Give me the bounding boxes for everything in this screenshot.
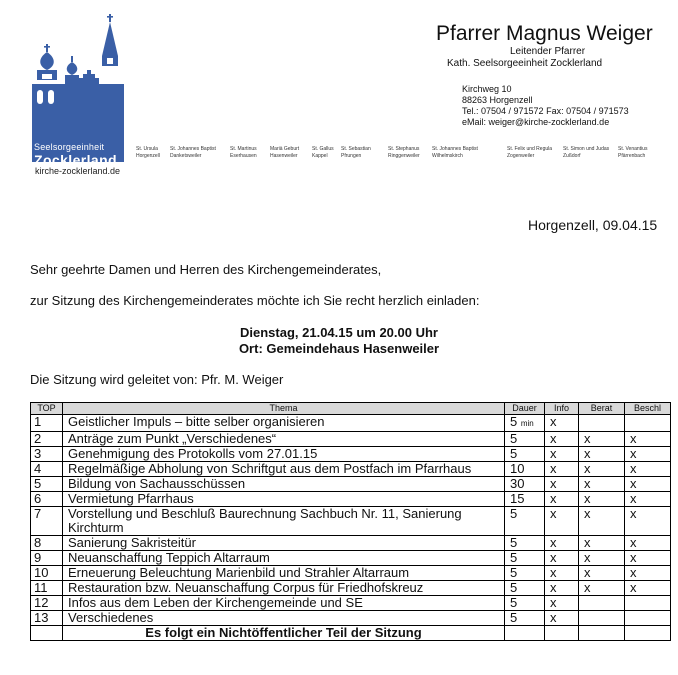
agenda-dauer: 5 <box>505 447 545 462</box>
header-dauer: Dauer <box>505 403 545 415</box>
parish-name: St. Gallus <box>312 146 334 152</box>
agenda-thema: Sanierung Sakristeitür <box>63 536 505 551</box>
sender-phone: Tel.: 07504 / 971572 Fax: 07504 / 971573 <box>462 106 629 116</box>
agenda-info: x <box>545 581 579 596</box>
agenda-berat: x <box>579 581 625 596</box>
meeting-location: Ort: Gemeindehaus Hasenweiler <box>238 341 440 356</box>
agenda-beschl: x <box>625 477 671 492</box>
parish-entry <box>618 146 647 160</box>
agenda-beschl: x <box>625 551 671 566</box>
agenda-dauer: 5 <box>505 507 545 536</box>
agenda-berat: x <box>579 507 625 536</box>
sender-unit: Kath. Seelsorgeeinheit Zocklerland <box>447 58 603 69</box>
sender-name: Pfarrer Magnus Weiger <box>436 22 653 45</box>
agenda-top: 12 <box>31 596 63 611</box>
agenda-info: x <box>545 415 579 432</box>
agenda-info: x <box>545 477 579 492</box>
sender-street: Kirchweg 10 <box>462 84 512 94</box>
parish-name: St. Martinus <box>230 146 257 152</box>
parish-name: St. Johannes Baptist <box>432 146 478 152</box>
parish-name: St. Johannes Baptist <box>170 146 216 152</box>
agenda-row <box>31 551 671 566</box>
agenda-footer-text: Es folgt ein Nichtöffentlicher Teil der Sitzung <box>63 626 505 641</box>
parish-entry <box>170 146 216 160</box>
parish-entry <box>432 146 478 160</box>
logo-caption-line2: Zocklerland <box>34 152 117 168</box>
agenda-row <box>31 492 671 507</box>
agenda-thema: Geistlicher Impuls – bitte selber organisieren <box>63 415 505 432</box>
agenda-berat <box>579 611 625 626</box>
agenda-footer-beschl <box>625 626 671 641</box>
parish-name: St. Ursula <box>136 146 158 152</box>
agenda-row <box>31 611 671 626</box>
agenda-berat <box>579 596 625 611</box>
agenda-top: 1 <box>31 415 63 432</box>
parish-name: St. Sebastian <box>341 146 371 152</box>
church-logo-icon <box>32 14 128 162</box>
parish-entry <box>312 146 334 160</box>
agenda-top: 2 <box>31 432 63 447</box>
agenda-beschl: x <box>625 447 671 462</box>
agenda-info: x <box>545 611 579 626</box>
parish-list <box>136 146 656 162</box>
agenda-thema: Vermietung Pfarrhaus <box>63 492 505 507</box>
parish-place: Danketsweiler <box>170 153 202 159</box>
agenda-dauer: 5 <box>505 432 545 447</box>
parish-entry <box>136 146 160 160</box>
agenda-row <box>31 462 671 477</box>
parish-place: Kappel <box>312 153 328 159</box>
parish-name: St. Simon und Judas <box>563 146 610 152</box>
header-berat: Berat <box>579 403 625 415</box>
agenda-row <box>31 432 671 447</box>
parish-name: Mariä Geburt <box>270 146 300 152</box>
parish-place: Pfrungen <box>341 153 362 159</box>
agenda-berat: x <box>579 536 625 551</box>
agenda-beschl: x <box>625 566 671 581</box>
website-link[interactable]: kirche-zocklerland.de <box>35 166 121 176</box>
parish-logo <box>32 14 128 168</box>
agenda-info: x <box>545 492 579 507</box>
agenda-info: x <box>545 432 579 447</box>
agenda-thema: Verschiedenes <box>63 611 505 626</box>
agenda-info: x <box>545 596 579 611</box>
header-info: Info <box>545 403 579 415</box>
parish-entry <box>230 146 257 160</box>
parish-place: Wilhelmskirch <box>432 153 463 159</box>
parish-entry <box>270 146 299 160</box>
agenda-row <box>31 581 671 596</box>
agenda-top: 3 <box>31 447 63 462</box>
letter-date: Horgenzell, 09.04.15 <box>528 217 658 233</box>
agenda-footer-info <box>545 626 579 641</box>
sender-email[interactable]: eMail: weiger@kirche-zocklerland.de <box>462 117 610 127</box>
agenda-dauer: 10 <box>505 462 545 477</box>
agenda-thema: Bildung von Sachausschüssen <box>63 477 505 492</box>
sender-city: 88263 Horgenzell <box>462 95 533 105</box>
header-top: TOP <box>31 403 63 415</box>
agenda-top: 9 <box>31 551 63 566</box>
agenda-top: 13 <box>31 611 63 626</box>
parish-name: St. Venantius <box>618 146 648 152</box>
agenda-info: x <box>545 566 579 581</box>
agenda-dauer: 5 <box>505 536 545 551</box>
agenda-thema: Erneuerung Beleuchtung Marienbild und Strahler Altarraum <box>63 566 505 581</box>
agenda-row <box>31 596 671 611</box>
parish-place: Horgenzell <box>136 153 160 159</box>
parish-entry <box>563 146 609 160</box>
agenda-top: 10 <box>31 566 63 581</box>
sender-role: Leitender Pfarrer <box>510 46 586 57</box>
agenda-beschl: x <box>625 507 671 536</box>
agenda-dauer: 5 <box>505 581 545 596</box>
agenda-dauer: 30 <box>505 477 545 492</box>
meeting-date: Dienstag, 21.04.15 um 20.00 Uhr <box>240 325 438 340</box>
agenda-berat: x <box>579 462 625 477</box>
agenda-beschl: x <box>625 581 671 596</box>
agenda-top: 4 <box>31 462 63 477</box>
parish-place: Zogenweiler <box>507 153 535 159</box>
agenda-beschl: x <box>625 462 671 477</box>
agenda-footer-spacer <box>31 626 63 641</box>
parish-entry <box>341 146 371 160</box>
agenda-beschl: x <box>625 492 671 507</box>
chair-line: Die Sitzung wird geleitet von: Pfr. M. Weiger <box>30 372 284 387</box>
parish-place: Ringgenweiler <box>388 153 420 159</box>
agenda-berat: x <box>579 477 625 492</box>
agenda-table <box>30 402 671 641</box>
logo-caption-line1: Seelsorgeeinheit <box>34 142 105 152</box>
parish-place: Pfärrenbach <box>618 153 646 159</box>
agenda-info: x <box>545 551 579 566</box>
agenda-thema: Restauration bzw. Neuanschaffung Corpus für Friedhofskreuz <box>63 581 505 596</box>
agenda-beschl <box>625 611 671 626</box>
agenda-berat: x <box>579 432 625 447</box>
agenda-dauer: 5 <box>505 611 545 626</box>
parish-place: Eserhausen <box>230 153 257 159</box>
agenda-thema: Neuanschaffung Teppich Altarraum <box>63 551 505 566</box>
parish-entry <box>507 146 552 160</box>
agenda-dauer: 5 <box>505 566 545 581</box>
agenda-beschl <box>625 415 671 432</box>
agenda-top: 11 <box>31 581 63 596</box>
agenda-row <box>31 536 671 551</box>
agenda-top: 8 <box>31 536 63 551</box>
header-thema: Thema <box>63 403 505 415</box>
invitation-text: zur Sitzung des Kirchengemeinderates möchte ich Sie recht herzlich einladen: <box>30 293 480 308</box>
parish-place: Zußdorf <box>563 153 581 159</box>
agenda-footer-row <box>31 626 671 641</box>
agenda-row <box>31 566 671 581</box>
parish-name: St. Felix und Regula <box>507 146 553 152</box>
agenda-top: 5 <box>31 477 63 492</box>
agenda-berat: x <box>579 566 625 581</box>
parish-entry <box>388 146 420 160</box>
agenda-header-row <box>31 403 671 415</box>
agenda-dauer: 15 <box>505 492 545 507</box>
agenda-top: 6 <box>31 492 63 507</box>
agenda-thema: Anträge zum Punkt „Verschiedenes“ <box>63 432 505 447</box>
parish-place: Hasenweiler <box>270 153 298 159</box>
agenda-info: x <box>545 536 579 551</box>
agenda-row <box>31 447 671 462</box>
header-beschl: Beschl <box>625 403 671 415</box>
agenda-info: x <box>545 507 579 536</box>
agenda-beschl: x <box>625 536 671 551</box>
agenda-row <box>31 507 671 536</box>
agenda-row <box>31 415 671 432</box>
agenda-dauer-value: 5 <box>510 414 518 429</box>
agenda-thema: Regelmäßige Abholung von Schriftgut aus dem Postfach im Pfarrhaus <box>63 462 505 477</box>
agenda-berat: x <box>579 447 625 462</box>
agenda-beschl <box>625 596 671 611</box>
agenda-dauer <box>505 415 545 432</box>
agenda-dauer: 5 <box>505 596 545 611</box>
agenda-footer-berat <box>579 626 625 641</box>
agenda-footer-dauer <box>505 626 545 641</box>
agenda-dauer-unit: min <box>520 419 534 428</box>
parish-name: St. Stephanus <box>388 146 420 152</box>
agenda-beschl: x <box>625 432 671 447</box>
agenda-top: 7 <box>31 507 63 536</box>
agenda-thema: Infos aus dem Leben der Kirchengemeinde und SE <box>63 596 505 611</box>
agenda-thema: Genehmigung des Protokolls vom 27.01.15 <box>63 447 505 462</box>
salutation: Sehr geehrte Damen und Herren des Kirchengemeinderates, <box>30 262 382 277</box>
agenda-berat: x <box>579 492 625 507</box>
agenda-info: x <box>545 462 579 477</box>
agenda-berat: x <box>579 551 625 566</box>
agenda-thema: Vorstellung und Beschluß Baurechnung Sachbuch Nr. 11, Sanierung Kirchturm <box>63 507 505 536</box>
agenda-dauer: 5 <box>505 551 545 566</box>
agenda-row <box>31 477 671 492</box>
agenda-info: x <box>545 447 579 462</box>
agenda-berat <box>579 415 625 432</box>
